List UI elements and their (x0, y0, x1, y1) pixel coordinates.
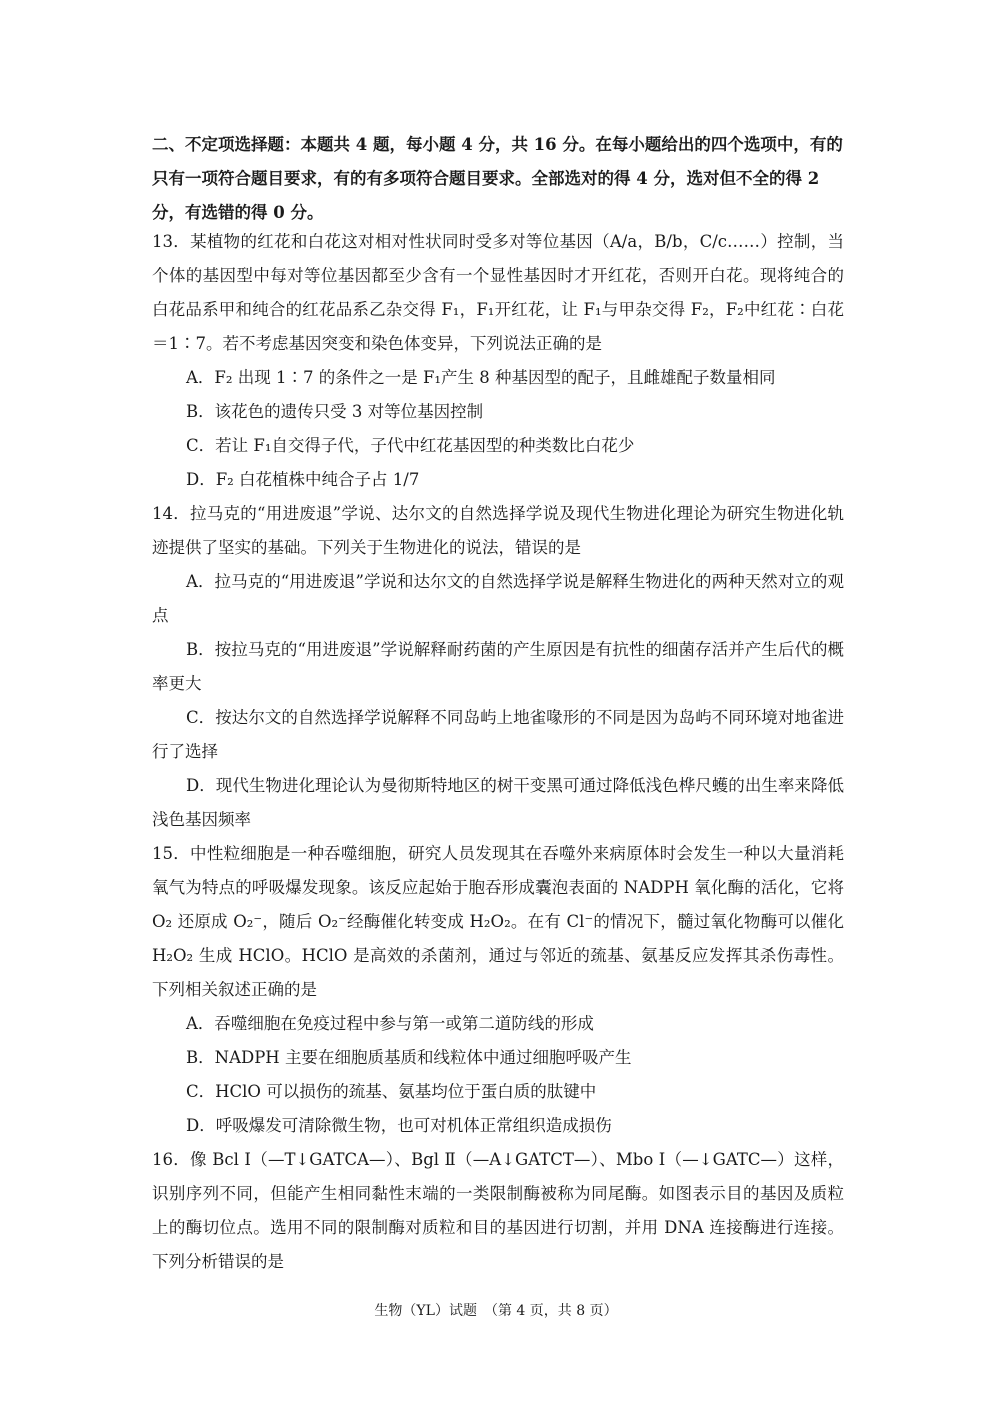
question-stem: 16．像 Bcl Ⅰ（—T↓GATCA—）、Bgl Ⅱ（—A↓GATCT—）、Mbo Ⅰ（—↓GATC—）这样，识别序列不同，但能产生相同黏性末端的一类限制酶被称为同尾酶。如图表示目的基因及质粒上的酶切位点。选用不同的限制酶对质粒和目的基因进行切割，并用 DNA 连接酶进行连接。下列分析错误的是 (152, 1150, 844, 1271)
question-stem: 14．拉马克的“用进废退”学说、达尔文的自然选择学说及现代生物进化理论为研究生物进化轨迹提供了坚实的基础。下列关于生物进化的说法，错误的是 (152, 504, 844, 557)
option-a: A．拉马克的“用进废退”学说和达尔文的自然选择学说是解释生物进化的两种天然对立的观点 (152, 572, 844, 625)
question-14 (152, 497, 844, 837)
question-15 (152, 837, 844, 1143)
page-footer: 生物（YL）试题 （第 4 页，共 8 页） (374, 1303, 618, 1319)
question-stem: 13．某植物的红花和白花这对相对性状同时受多对等位基因（A/a，B/b，C/c……）控制，当个体的基因型中每对等位基因都至少含有一个显性基因时才开红花，否则开白花。现将纯合的白花品系甲和纯合的红花品系乙杂交得 F₁，F₁开红花，让 F₁与甲杂交得 F₂，F₂中红花∶白花＝1∶7。若不考虑基因突变和染色体变异，下列说法正确的是 (152, 232, 844, 353)
option-d: D．F₂ 白花植株中纯合子占 1/7 (186, 470, 420, 489)
option-d: D．呼吸爆发可清除微生物，也可对机体正常组织造成损伤 (186, 1116, 612, 1135)
section-header: 二、不定项选择题：本题共 4 题，每小题 4 分，共 16 分。在每小题给出的四个选项中，有的只有一项符合题目要求，有的有多项符合题目要求。全部选对的得 4 分，选对但不全的得 2 分，有选错的得 0 分。 (152, 135, 843, 222)
option-a: A．F₂ 出现 1∶7 的条件之一是 F₁产生 8 种基因型的配子，且雌雄配子数量相同 (186, 368, 776, 387)
question-13 (152, 225, 844, 497)
option-b: B．按拉马克的“用进废退”学说解释耐药菌的产生原因是有抗性的细菌存活并产生后代的概率更大 (152, 640, 844, 693)
option-c: C．若让 F₁自交得子代，子代中红花基因型的种类数比白花少 (186, 436, 635, 455)
option-c: C．HClO 可以损伤的巯基、氨基均位于蛋白质的肽键中 (186, 1082, 597, 1101)
question-16 (152, 1143, 844, 1279)
option-a: A．吞噬细胞在免疫过程中参与第一或第二道防线的形成 (186, 1014, 594, 1033)
questions-container (152, 225, 844, 1279)
question-stem: 15．中性粒细胞是一种吞噬细胞，研究人员发现其在吞噬外来病原体时会发生一种以大量消耗氧气为特点的呼吸爆发现象。该反应起始于胞吞形成囊泡表面的 NADPH 氧化酶的活化，它将 O₂ 还原成 O₂⁻，随后 O₂⁻经酶催化转变成 H₂O₂。在有 Cl⁻的情况下，髓过氧化物酶可以催化 H₂O₂ 生成 HClO。HClO 是高效的杀菌剂，通过与邻近的巯基、氨基反应发挥其杀伤毒性。下列相关叙述正确的是 (152, 844, 844, 999)
option-b: B．NADPH 主要在细胞质基质和线粒体中通过细胞呼吸产生 (186, 1048, 632, 1067)
option-c: C．按达尔文的自然选择学说解释不同岛屿上地雀喙形的不同是因为岛屿不同环境对地雀进行了选择 (152, 708, 844, 761)
option-b: B．该花色的遗传只受 3 对等位基因控制 (186, 402, 484, 421)
option-d: D．现代生物进化理论认为曼彻斯特地区的树干变黑可通过降低浅色桦尺蠖的出生率来降低浅色基因频率 (152, 776, 844, 829)
